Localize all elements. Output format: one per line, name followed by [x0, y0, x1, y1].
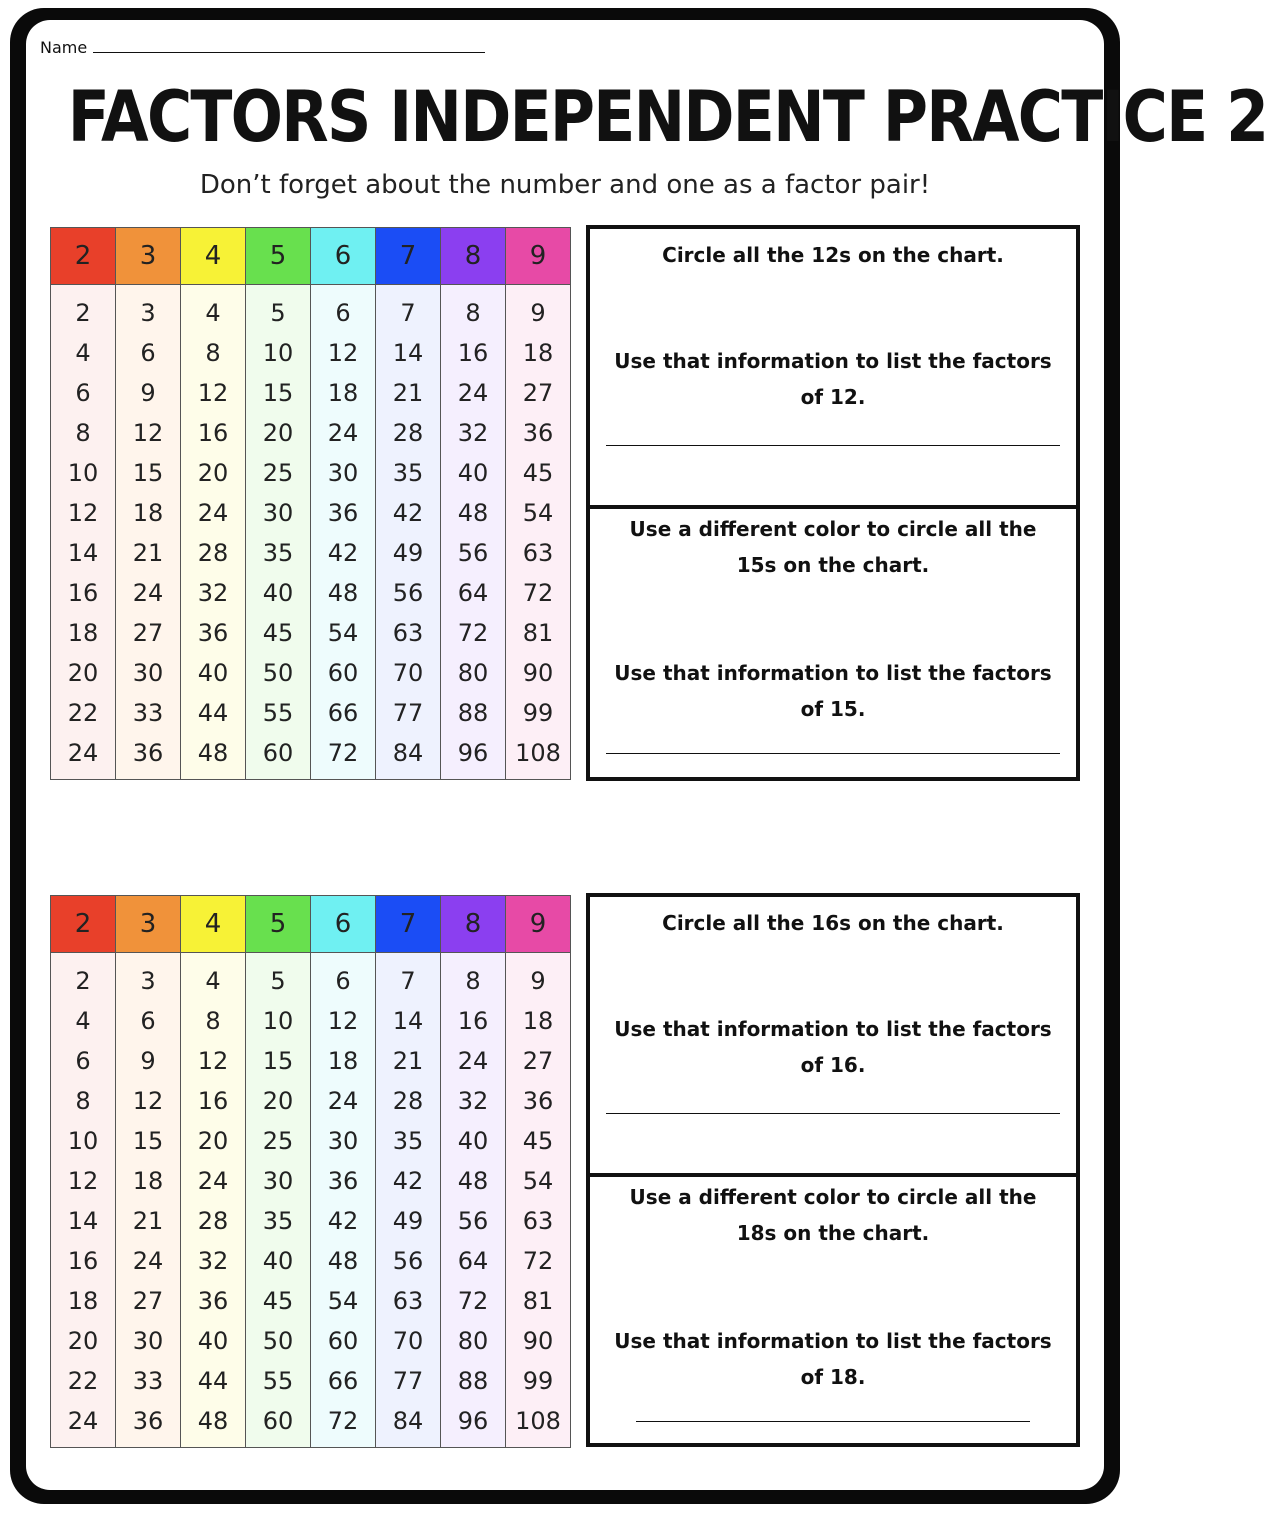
chart-cell[interactable]: 21	[376, 373, 441, 413]
chart-cell[interactable]: 4	[181, 953, 246, 1002]
list-prompt-16: Use that information to list the factors of 16.	[614, 1017, 1052, 1077]
chart-header-8: 8	[441, 896, 506, 953]
chart-cell[interactable]: 12	[181, 1041, 246, 1081]
chart-row	[51, 1201, 571, 1241]
chart-cell[interactable]: 40	[246, 573, 311, 613]
chart-cell[interactable]: 8	[441, 285, 506, 334]
chart-header-row	[51, 228, 571, 285]
chart-cell[interactable]: 10	[51, 453, 116, 493]
chart-cell[interactable]: 32	[441, 1081, 506, 1121]
chart-cell[interactable]: 96	[441, 1401, 506, 1448]
question-section-15	[590, 509, 1076, 777]
chart-cell[interactable]: 30	[311, 1121, 376, 1161]
chart-cell[interactable]: 18	[506, 1001, 571, 1041]
chart-cell[interactable]: 32	[181, 1241, 246, 1281]
chart-cell[interactable]: 108	[506, 1401, 571, 1448]
chart-row	[51, 1401, 571, 1448]
chart-cell[interactable]: 7	[376, 285, 441, 334]
chart-row	[51, 653, 571, 693]
chart-cell[interactable]: 48	[441, 1161, 506, 1201]
chart-header-3: 3	[116, 228, 181, 285]
chart-cell[interactable]: 14	[51, 533, 116, 573]
chart-header-2: 2	[51, 228, 116, 285]
chart-cell[interactable]: 35	[246, 533, 311, 573]
chart-cell[interactable]: 48	[181, 733, 246, 780]
chart-cell[interactable]: 63	[506, 533, 571, 573]
chart-cell[interactable]: 8	[51, 413, 116, 453]
chart-cell[interactable]: 36	[116, 733, 181, 780]
chart-cell[interactable]: 18	[116, 493, 181, 533]
chart-cell[interactable]: 90	[506, 1321, 571, 1361]
chart-cell[interactable]: 56	[441, 533, 506, 573]
chart-cell[interactable]: 6	[311, 285, 376, 334]
chart-cell[interactable]: 12	[311, 333, 376, 373]
chart-cell[interactable]: 20	[181, 1121, 246, 1161]
chart-row	[51, 1281, 571, 1321]
chart-cell[interactable]: 20	[246, 413, 311, 453]
chart-cell[interactable]: 6	[51, 373, 116, 413]
chart-cell[interactable]: 33	[116, 1361, 181, 1401]
question-box-1	[586, 225, 1080, 781]
chart-cell[interactable]: 9	[506, 285, 571, 334]
chart-cell[interactable]: 16	[441, 1001, 506, 1041]
chart-cell[interactable]: 66	[311, 1361, 376, 1401]
chart-cell[interactable]: 12	[311, 1001, 376, 1041]
chart-cell[interactable]: 49	[376, 1201, 441, 1241]
question-section-16	[590, 897, 1076, 1177]
chart-cell[interactable]: 80	[441, 653, 506, 693]
chart-cell[interactable]: 4	[51, 333, 116, 373]
chart-cell[interactable]: 50	[246, 653, 311, 693]
chart-cell[interactable]: 24	[181, 1161, 246, 1201]
chart-cell[interactable]: 18	[51, 613, 116, 653]
chart-row	[51, 733, 571, 780]
chart-header-6: 6	[311, 228, 376, 285]
chart-cell[interactable]: 14	[51, 1201, 116, 1241]
chart-header-3: 3	[116, 896, 181, 953]
chart-cell[interactable]: 16	[181, 1081, 246, 1121]
chart-row	[51, 1321, 571, 1361]
chart-row	[51, 493, 571, 533]
chart-cell[interactable]: 42	[311, 533, 376, 573]
chart-cell[interactable]: 18	[311, 1041, 376, 1081]
chart-cell[interactable]: 40	[441, 1121, 506, 1161]
chart-cell[interactable]: 8	[181, 333, 246, 373]
chart-cell[interactable]: 72	[311, 1401, 376, 1448]
chart-cell[interactable]: 24	[311, 413, 376, 453]
chart-cell[interactable]: 21	[116, 533, 181, 573]
chart-cell[interactable]: 48	[311, 1241, 376, 1281]
chart-header-2: 2	[51, 896, 116, 953]
chart-cell[interactable]: 35	[376, 1121, 441, 1161]
chart-cell[interactable]: 24	[181, 493, 246, 533]
multiplication-chart-2	[50, 895, 571, 1448]
chart-cell[interactable]: 9	[116, 1041, 181, 1081]
chart-cell[interactable]: 15	[116, 1121, 181, 1161]
chart-cell[interactable]: 44	[181, 1361, 246, 1401]
chart-row	[51, 453, 571, 493]
chart-cell[interactable]: 5	[246, 285, 311, 334]
chart-cell[interactable]: 30	[116, 653, 181, 693]
chart-cell[interactable]: 30	[311, 453, 376, 493]
chart-cell[interactable]: 84	[376, 733, 441, 780]
chart-cell[interactable]: 48	[311, 573, 376, 613]
chart-cell[interactable]: 27	[506, 1041, 571, 1081]
chart-cell[interactable]: 36	[311, 1161, 376, 1201]
chart-cell[interactable]: 42	[376, 1161, 441, 1201]
chart-cell[interactable]: 63	[506, 1201, 571, 1241]
chart-row	[51, 953, 571, 1002]
chart-cell[interactable]: 40	[181, 653, 246, 693]
chart-cell[interactable]: 20	[51, 1321, 116, 1361]
chart-cell[interactable]: 22	[51, 693, 116, 733]
chart-cell[interactable]: 56	[441, 1201, 506, 1241]
chart-row	[51, 1041, 571, 1081]
chart-header-8: 8	[441, 228, 506, 285]
chart-cell[interactable]: 44	[181, 693, 246, 733]
chart-cell[interactable]: 56	[376, 573, 441, 613]
chart-cell[interactable]: 35	[246, 1201, 311, 1241]
chart-cell[interactable]: 45	[246, 613, 311, 653]
chart-cell[interactable]: 63	[376, 1281, 441, 1321]
chart-row	[51, 1081, 571, 1121]
chart-cell[interactable]: 60	[246, 1401, 311, 1448]
chart-cell[interactable]: 3	[116, 285, 181, 334]
chart-cell[interactable]: 2	[51, 953, 116, 1002]
chart-cell[interactable]: 72	[311, 733, 376, 780]
chart-cell[interactable]: 15	[246, 373, 311, 413]
chart-cell[interactable]: 18	[506, 333, 571, 373]
chart-cell[interactable]: 3	[116, 953, 181, 1002]
chart-cell[interactable]: 36	[506, 1081, 571, 1121]
chart-cell[interactable]: 2	[51, 285, 116, 334]
chart-cell[interactable]: 35	[376, 453, 441, 493]
chart-cell[interactable]: 56	[376, 1241, 441, 1281]
chart-cell[interactable]: 77	[376, 1361, 441, 1401]
chart-header-6: 6	[311, 896, 376, 953]
chart-cell[interactable]: 28	[181, 1201, 246, 1241]
chart-cell[interactable]: 54	[506, 1161, 571, 1201]
chart-cell[interactable]: 12	[116, 1081, 181, 1121]
chart-cell[interactable]: 28	[376, 413, 441, 453]
chart-header-4: 4	[181, 896, 246, 953]
chart-cell[interactable]: 10	[246, 1001, 311, 1041]
chart-cell[interactable]: 20	[51, 653, 116, 693]
chart-header-7: 7	[376, 228, 441, 285]
chart-cell[interactable]: 48	[181, 1401, 246, 1448]
name-label: Name	[40, 38, 88, 57]
list-prompt-18: Use that information to list the factors of 18.	[614, 1329, 1052, 1389]
chart-cell[interactable]: 16	[441, 333, 506, 373]
chart-cell[interactable]: 60	[311, 1321, 376, 1361]
chart-cell[interactable]: 27	[506, 373, 571, 413]
chart-cell[interactable]: 10	[246, 333, 311, 373]
answer-line-15[interactable]	[606, 753, 1060, 754]
chart-cell[interactable]: 6	[51, 1041, 116, 1081]
chart-cell[interactable]: 84	[376, 1401, 441, 1448]
chart-cell[interactable]: 25	[246, 1121, 311, 1161]
chart-cell[interactable]: 66	[311, 693, 376, 733]
chart-cell[interactable]: 81	[506, 613, 571, 653]
chart-cell[interactable]: 50	[246, 1321, 311, 1361]
chart-cell[interactable]: 4	[51, 1001, 116, 1041]
chart-cell[interactable]: 8	[181, 1001, 246, 1041]
chart-cell[interactable]: 18	[311, 373, 376, 413]
chart-cell[interactable]: 72	[441, 1281, 506, 1321]
chart-row	[51, 613, 571, 653]
chart-cell[interactable]: 40	[246, 1241, 311, 1281]
chart-cell[interactable]: 40	[181, 1321, 246, 1361]
chart-cell[interactable]: 36	[311, 493, 376, 533]
answer-line-16[interactable]	[606, 1113, 1060, 1114]
chart-cell[interactable]: 21	[376, 1041, 441, 1081]
chart-cell[interactable]: 49	[376, 533, 441, 573]
chart-cell[interactable]: 22	[51, 1361, 116, 1401]
chart-header-4: 4	[181, 228, 246, 285]
chart-cell[interactable]: 24	[441, 373, 506, 413]
page-title: FACTORS INDEPENDENT PRACTICE 2	[67, 76, 1267, 158]
chart-cell[interactable]: 10	[51, 1121, 116, 1161]
chart-cell[interactable]: 16	[51, 1241, 116, 1281]
chart-cell[interactable]: 36	[116, 1401, 181, 1448]
chart-cell[interactable]: 7	[376, 953, 441, 1002]
chart-cell[interactable]: 27	[116, 1281, 181, 1321]
chart-cell[interactable]: 81	[506, 1281, 571, 1321]
chart-header-5: 5	[246, 896, 311, 953]
chart-cell[interactable]: 55	[246, 1361, 311, 1401]
chart-cell[interactable]: 32	[441, 413, 506, 453]
answer-line-12[interactable]	[606, 445, 1060, 446]
chart-cell[interactable]: 6	[116, 333, 181, 373]
chart-cell[interactable]: 45	[506, 1121, 571, 1161]
chart-cell[interactable]: 96	[441, 733, 506, 780]
chart-cell[interactable]: 14	[376, 1001, 441, 1041]
chart-cell[interactable]: 42	[311, 1201, 376, 1241]
chart-cell[interactable]: 48	[441, 493, 506, 533]
chart-row	[51, 533, 571, 573]
chart-cell[interactable]: 45	[506, 453, 571, 493]
page-subtitle: Don’t forget about the number and one as a factor pair!	[199, 170, 931, 200]
chart-cell[interactable]: 6	[311, 953, 376, 1002]
name-field[interactable]	[40, 38, 485, 57]
chart-row	[51, 573, 571, 613]
chart-cell[interactable]: 16	[51, 573, 116, 613]
chart-cell[interactable]: 90	[506, 653, 571, 693]
chart-cell[interactable]: 24	[51, 733, 116, 780]
chart-cell[interactable]: 27	[116, 613, 181, 653]
chart-row	[51, 333, 571, 373]
chart-cell[interactable]: 72	[441, 613, 506, 653]
answer-line-18[interactable]	[636, 1421, 1030, 1422]
chart-cell[interactable]: 18	[51, 1281, 116, 1321]
chart-cell[interactable]: 80	[441, 1321, 506, 1361]
chart-cell[interactable]: 36	[181, 613, 246, 653]
chart-cell[interactable]: 63	[376, 613, 441, 653]
chart-row	[51, 285, 571, 334]
chart-cell[interactable]: 21	[116, 1201, 181, 1241]
chart-cell[interactable]: 70	[376, 653, 441, 693]
chart-cell[interactable]: 45	[246, 1281, 311, 1321]
chart-cell[interactable]: 12	[181, 373, 246, 413]
chart-cell[interactable]: 12	[116, 413, 181, 453]
chart-row	[51, 693, 571, 733]
chart-cell[interactable]: 99	[506, 1361, 571, 1401]
chart-cell[interactable]: 64	[441, 1241, 506, 1281]
chart-cell[interactable]: 54	[506, 493, 571, 533]
chart-cell[interactable]: 40	[441, 453, 506, 493]
chart-cell[interactable]: 24	[311, 1081, 376, 1121]
chart-row	[51, 1121, 571, 1161]
chart-cell[interactable]: 24	[116, 1241, 181, 1281]
chart-cell[interactable]: 12	[51, 493, 116, 533]
chart-cell[interactable]: 15	[246, 1041, 311, 1081]
chart-cell[interactable]: 9	[506, 953, 571, 1002]
chart-header-7: 7	[376, 896, 441, 953]
chart-cell[interactable]: 8	[51, 1081, 116, 1121]
chart-cell[interactable]: 18	[116, 1161, 181, 1201]
chart-cell[interactable]: 6	[116, 1001, 181, 1041]
chart-cell[interactable]: 99	[506, 693, 571, 733]
chart-cell[interactable]: 54	[311, 613, 376, 653]
chart-cell[interactable]: 108	[506, 733, 571, 780]
chart-row	[51, 413, 571, 453]
name-blank-line[interactable]	[93, 52, 485, 53]
question-section-18	[590, 1177, 1076, 1443]
list-prompt-15: Use that information to list the factors of 15.	[614, 661, 1052, 721]
chart-cell[interactable]: 24	[441, 1041, 506, 1081]
circle-instruction-18: Use a different color to circle all the 18s on the chart.	[629, 1185, 1037, 1245]
chart-cell[interactable]: 32	[181, 573, 246, 613]
chart-header-row	[51, 896, 571, 953]
chart-cell[interactable]: 60	[246, 733, 311, 780]
chart-cell[interactable]: 72	[506, 1241, 571, 1281]
circle-instruction-16: Circle all the 16s on the chart.	[662, 911, 1004, 935]
multiplication-chart-1	[50, 227, 571, 780]
chart-cell[interactable]: 33	[116, 693, 181, 733]
chart-cell[interactable]: 24	[51, 1401, 116, 1448]
chart-cell[interactable]: 12	[51, 1161, 116, 1201]
circle-instruction-15: Use a different color to circle all the 15s on the chart.	[629, 517, 1037, 577]
chart-cell[interactable]: 54	[311, 1281, 376, 1321]
chart-cell[interactable]: 60	[311, 653, 376, 693]
chart-cell[interactable]: 20	[181, 453, 246, 493]
chart-cell[interactable]: 14	[376, 333, 441, 373]
chart-cell[interactable]: 88	[441, 1361, 506, 1401]
chart-cell[interactable]: 42	[376, 493, 441, 533]
chart-header-5: 5	[246, 228, 311, 285]
chart-cell[interactable]: 8	[441, 953, 506, 1002]
chart-cell[interactable]: 25	[246, 453, 311, 493]
chart-cell[interactable]: 30	[116, 1321, 181, 1361]
chart-cell[interactable]: 70	[376, 1321, 441, 1361]
chart-cell[interactable]: 9	[116, 373, 181, 413]
chart-cell[interactable]: 20	[246, 1081, 311, 1121]
chart-cell[interactable]: 16	[181, 413, 246, 453]
list-prompt-12: Use that information to list the factors of 12.	[614, 349, 1052, 409]
chart-cell[interactable]: 5	[246, 953, 311, 1002]
question-box-2	[586, 893, 1080, 1447]
chart-cell[interactable]: 4	[181, 285, 246, 334]
chart-header-9: 9	[506, 896, 571, 953]
question-section-12	[590, 229, 1076, 509]
chart-cell[interactable]: 64	[441, 573, 506, 613]
chart-cell[interactable]: 28	[376, 1081, 441, 1121]
chart-cell[interactable]: 24	[116, 573, 181, 613]
chart-cell[interactable]: 36	[181, 1281, 246, 1321]
chart-cell[interactable]: 28	[181, 533, 246, 573]
chart-cell[interactable]: 77	[376, 693, 441, 733]
chart-row	[51, 1241, 571, 1281]
chart-header-9: 9	[506, 228, 571, 285]
chart-row	[51, 1001, 571, 1041]
chart-cell[interactable]: 55	[246, 693, 311, 733]
chart-row	[51, 1361, 571, 1401]
circle-instruction-12: Circle all the 12s on the chart.	[662, 243, 1004, 267]
chart-cell[interactable]: 30	[246, 493, 311, 533]
chart-cell[interactable]: 36	[506, 413, 571, 453]
chart-row	[51, 373, 571, 413]
chart-cell[interactable]: 30	[246, 1161, 311, 1201]
chart-cell[interactable]: 88	[441, 693, 506, 733]
chart-cell[interactable]: 15	[116, 453, 181, 493]
chart-row	[51, 1161, 571, 1201]
chart-cell[interactable]: 72	[506, 573, 571, 613]
